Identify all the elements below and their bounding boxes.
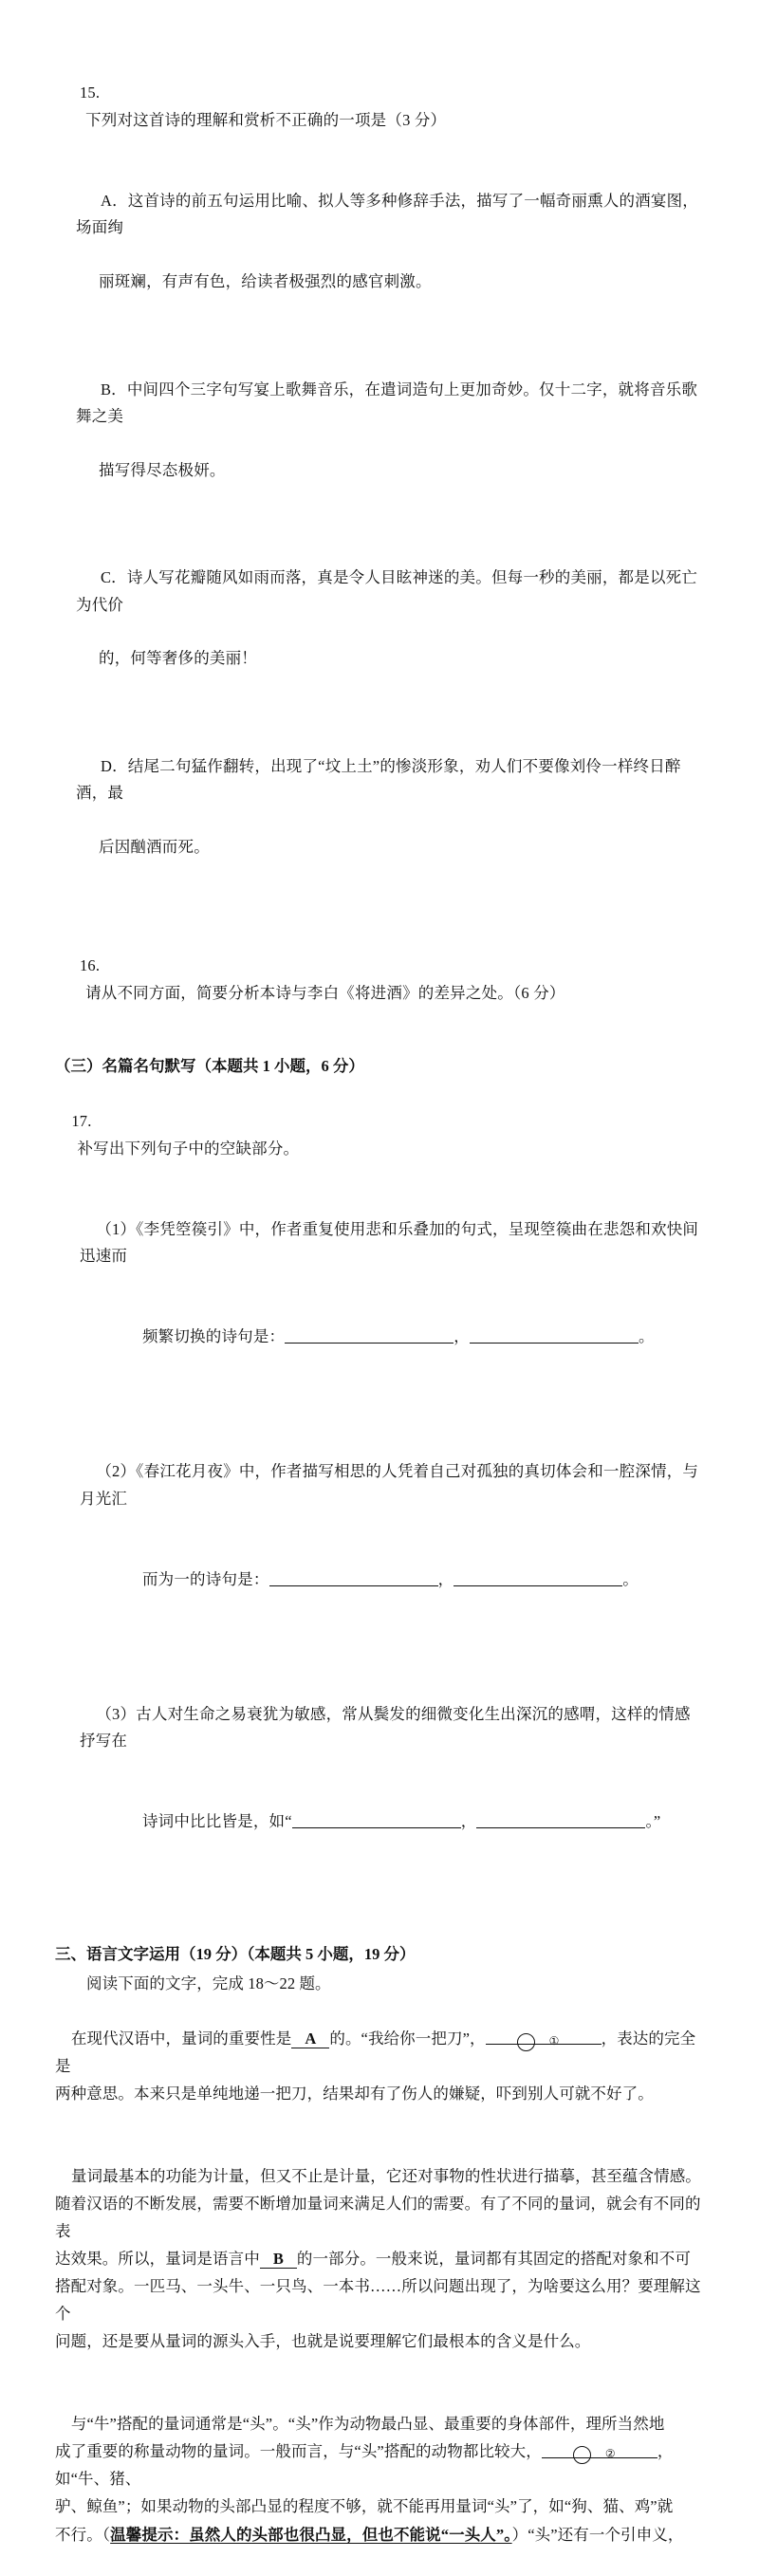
question-16 bbox=[55, 926, 704, 1034]
fill-item-3-comma: ， bbox=[460, 1812, 477, 1830]
p3-line3: 驴、鲸鱼”；如果动物的头部凸显的程度不够，就不能再用量词“头”了，如“狗、猫、鸡”就 bbox=[55, 2497, 674, 2516]
fill-item-2-line2 bbox=[80, 1539, 704, 1620]
fill-item-2-line1: 《春江花月夜》中，作者描写相思的人凭着自己对孤独的真切体会和一腔深情，与月光汇 bbox=[80, 1462, 699, 1508]
question-17-stem-text: 补写出下列句子中的空缺部分。 bbox=[77, 1139, 300, 1158]
p1-line2: 两种意思。本来只是单纯地递一把刀，结果却有了伤人的嫌疑，吓到别人可就不好了。 bbox=[55, 2085, 654, 2103]
question-16-stem bbox=[55, 926, 704, 1034]
language-paragraph-2 bbox=[55, 2135, 704, 2382]
option-b-line1: 中间四个三字句写宴上歌舞音乐，在遣词造句上更加奇妙。仅十二字，就将音乐歌舞之美 bbox=[76, 380, 698, 425]
p2-line5: 问题，还是要从量词的源头入手，也就是说要理解它们最根本的含义是什么。 bbox=[55, 2332, 591, 2351]
question-17-number: 17. bbox=[71, 1112, 92, 1131]
section-language-instruction: 阅读下面的文字，完成 18～22 题。 bbox=[86, 1974, 331, 1992]
option-d-line2: 后因酗酒而死。 bbox=[99, 837, 210, 856]
option-d-line1: 结尾二句猛作翻转，出现了“坟上土”的惨淡形象，劝人们不要像刘伶一样终日醉酒，最 bbox=[76, 756, 681, 803]
fill-item-3 bbox=[55, 1674, 704, 1916]
fill-blank-2b[interactable] bbox=[454, 1567, 622, 1585]
fill-item-3-end: 。” bbox=[645, 1812, 661, 1830]
language-paragraph-1 bbox=[55, 1997, 704, 2135]
p3-line1: 与“牛”搭配的量词通常是“头”。“头”作为动物最凸显、最重要的身体部件，理所当然地 bbox=[70, 2415, 665, 2434]
option-d-label: D． bbox=[100, 756, 128, 775]
language-paragraph-3 bbox=[55, 2382, 704, 2575]
fill-item-1-marker: （1） bbox=[96, 1219, 137, 1238]
option-b-label: B． bbox=[100, 380, 127, 398]
question-15-number: 15. bbox=[79, 83, 101, 102]
fill-item-1-lead: 频繁切换的诗句是： bbox=[141, 1327, 286, 1346]
p2-line1: 量词最基本的功能为计量，但又不止是计量，它还对事物的性状进行描摹，甚至蕴含情感。 bbox=[70, 2167, 701, 2186]
fill-item-1-comma: ， bbox=[454, 1327, 470, 1346]
question-16-number: 16. bbox=[79, 956, 101, 975]
option-b-line2: 描写得尽态极妍。 bbox=[99, 460, 226, 479]
fill-item-2-end: 。 bbox=[622, 1569, 639, 1588]
option-a-line1: 这首诗的前五句运用比喻、拟人等多种修辞手法，描写了一幅奇丽熏人的酒宴图，场面绚 bbox=[76, 191, 698, 237]
blank-circle-2-line[interactable] bbox=[542, 2439, 657, 2461]
circle-1-marker: ① bbox=[517, 2033, 535, 2051]
p2-line3-seg1: 达效果。所以，量词是语言中 bbox=[55, 2250, 260, 2269]
blank-circle-1-line[interactable] bbox=[486, 2027, 602, 2048]
fill-blank-3a[interactable] bbox=[292, 1810, 461, 1828]
tip-text: 温馨提示：虽然人的头部也很凸显，但也不能说“一头人”。 bbox=[110, 2525, 512, 2544]
circle-2-marker: ② bbox=[573, 2446, 591, 2464]
p1-seg3: ，表达的完全是 bbox=[55, 2029, 696, 2075]
question-15 bbox=[55, 53, 704, 915]
question-15-stem-text: 下列对这首诗的理解和赏析不正确的一项是（3 分） bbox=[85, 110, 447, 129]
blank-a[interactable]: A bbox=[291, 2029, 329, 2048]
fill-item-3-line1: 古人对生命之易衰犹为敏感，常从鬓发的细微变化生出深沉的感喟，这样的情感抒写在 bbox=[80, 1704, 691, 1750]
question-15-option-c bbox=[55, 538, 704, 727]
fill-blank-2a[interactable] bbox=[269, 1567, 438, 1585]
fill-item-3-line2 bbox=[80, 1782, 704, 1863]
p2-line3-seg2: 的一部分。一般来说，量词都有其固定的搭配对象和不可 bbox=[296, 2250, 691, 2269]
fill-item-1-line2 bbox=[80, 1297, 704, 1378]
blank-b[interactable]: B bbox=[260, 2250, 297, 2269]
question-17-stem bbox=[55, 1082, 704, 1190]
option-a-line2: 丽斑斓，有声有色，给读者极强烈的感官刺激。 bbox=[99, 272, 432, 290]
fill-item-2-lead: 而为一的诗句是： bbox=[141, 1569, 269, 1588]
option-c-label: C． bbox=[100, 568, 127, 587]
fill-item-3-marker: （3） bbox=[96, 1704, 137, 1723]
fill-item-1-line1: 《李凭箜篌引》中，作者重复使用悲和乐叠加的句式，呈现箜篌曲在悲怨和欢快间迅速而 bbox=[80, 1219, 699, 1266]
option-c-line2: 的，何等奢侈的美丽！ bbox=[99, 649, 257, 668]
fill-item-1 bbox=[55, 1189, 704, 1431]
fill-item-2-comma: ， bbox=[437, 1569, 454, 1588]
fill-item-3-lead: 诗词中比比皆是，如“ bbox=[141, 1812, 292, 1830]
p2-line2: 随着汉语的不断发展，需要不断增加量词来满足人们的需要。有了不同的量词，就会有不同的表 bbox=[55, 2195, 701, 2241]
p1-seg1: 在现代汉语中，量词的重要性是 bbox=[70, 2029, 292, 2048]
p2-line4: 搭配对象。一匹马、一头牛、一只鸟、一本书……所以问题出现了，为啥要这么用？要理解这个 bbox=[55, 2277, 701, 2324]
p3-line4-seg2: ）“头”还有一个引申义， bbox=[511, 2525, 684, 2544]
question-16-stem-text: 请从不同方面，简要分析本诗与李白《将进酒》的差异之处。（6 分） bbox=[85, 983, 565, 1002]
option-a-label: A． bbox=[100, 191, 128, 210]
question-15-option-a bbox=[55, 161, 704, 350]
section-language-heading: 三、语言文字运用（19 分）（本题共 5 小题，19 分） bbox=[55, 1944, 416, 1963]
fill-item-2-marker: （2） bbox=[96, 1462, 137, 1481]
fill-blank-3b[interactable] bbox=[476, 1810, 645, 1828]
question-15-option-b bbox=[55, 349, 704, 538]
fill-blank-1a[interactable] bbox=[285, 1325, 454, 1344]
fill-item-2 bbox=[55, 1432, 704, 1674]
option-c-line1: 诗人写花瓣随风如雨而落，真是令人目眩神迷的美。但每一秒的美丽，都是以死亡为代价 bbox=[76, 568, 698, 614]
p3-line2-end: ，如“牛、猪、 bbox=[55, 2442, 674, 2489]
question-15-stem bbox=[55, 53, 704, 161]
p3-line4-seg1: 不行。（ bbox=[55, 2525, 111, 2544]
fill-item-1-end: 。 bbox=[638, 1327, 655, 1346]
question-15-option-d bbox=[55, 726, 704, 915]
p1-seg2: 的。“我给你一把刀”， bbox=[329, 2029, 486, 2048]
section-mingpian-heading: （三）名篇名句默写（本题共 1 小题，6 分） bbox=[55, 1056, 364, 1075]
fill-blank-1b[interactable] bbox=[470, 1325, 639, 1344]
p3-line2: 成了重要的称量动物的量词。一般而言，与“头”搭配的动物都比较大， bbox=[55, 2442, 542, 2461]
